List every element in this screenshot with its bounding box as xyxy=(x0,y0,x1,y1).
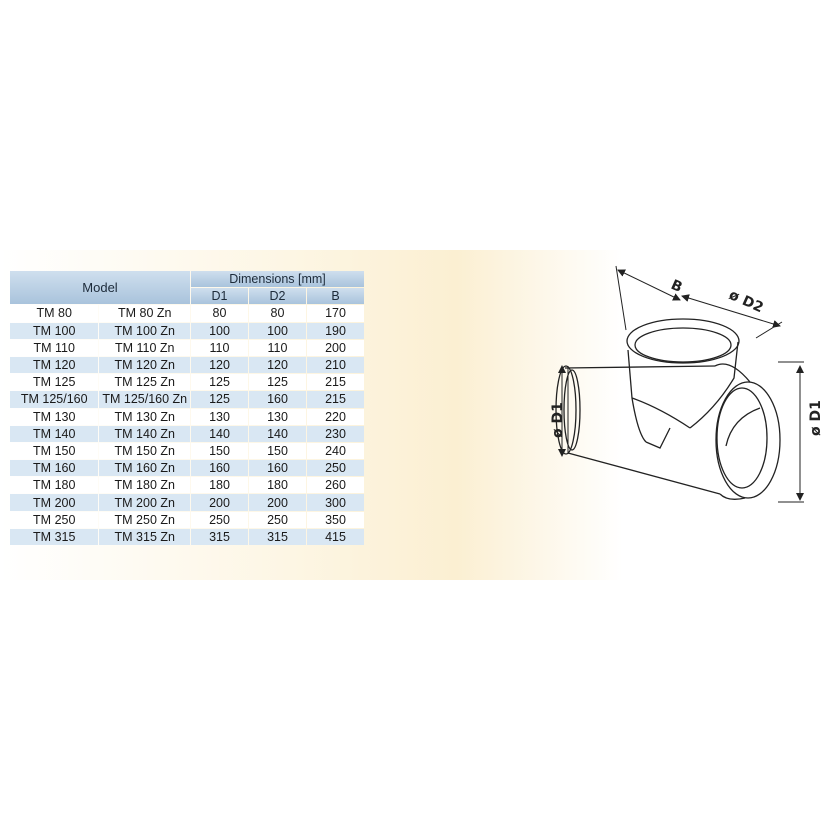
b-cell: 190 xyxy=(307,323,364,339)
d1-cell: 110 xyxy=(191,340,248,356)
d2-cell: 100 xyxy=(249,323,306,339)
model-zn-cell: TM 180 Zn xyxy=(99,477,190,493)
table-row xyxy=(10,340,364,356)
b-cell: 350 xyxy=(307,512,364,528)
b-cell: 215 xyxy=(307,391,364,407)
model-cell: TM 110 xyxy=(10,340,98,356)
model-zn-cell: TM 100 Zn xyxy=(99,323,190,339)
label-d1-left: ø D1 xyxy=(550,402,566,438)
model-zn-cell: TM 80 Zn xyxy=(99,305,190,321)
model-zn-cell: TM 130 Zn xyxy=(99,409,190,425)
model-zn-cell: TM 150 Zn xyxy=(99,443,190,459)
d1-cell: 200 xyxy=(191,494,248,510)
b-cell: 230 xyxy=(307,426,364,442)
tee-fitting-drawing xyxy=(520,258,824,518)
d2-cell: 315 xyxy=(249,529,306,545)
tee-body xyxy=(556,319,780,499)
d1-cell: 160 xyxy=(191,460,248,476)
model-zn-cell: TM 125/160 Zn xyxy=(99,391,190,407)
model-zn-cell: TM 120 Zn xyxy=(99,357,190,373)
d2-cell: 180 xyxy=(249,477,306,493)
d1-cell: 150 xyxy=(191,443,248,459)
model-zn-cell: TM 315 Zn xyxy=(99,529,190,545)
model-cell: TM 180 xyxy=(10,477,98,493)
dimension-lines xyxy=(562,266,804,502)
column-header-b: B xyxy=(307,288,364,304)
model-zn-cell: TM 110 Zn xyxy=(99,340,190,356)
table-row xyxy=(10,305,364,321)
table-row xyxy=(10,529,364,545)
d1-cell: 130 xyxy=(191,409,248,425)
d2-cell: 140 xyxy=(249,426,306,442)
b-cell: 240 xyxy=(307,443,364,459)
model-header: Model xyxy=(10,271,190,304)
table-row xyxy=(10,426,364,442)
d2-cell: 150 xyxy=(249,443,306,459)
model-cell: TM 125/160 xyxy=(10,391,98,407)
d2-cell: 120 xyxy=(249,357,306,373)
model-cell: TM 150 xyxy=(10,443,98,459)
dimensions-header: Dimensions [mm] xyxy=(191,271,364,287)
d2-cell: 80 xyxy=(249,305,306,321)
model-cell: TM 120 xyxy=(10,357,98,373)
d2-cell: 110 xyxy=(249,340,306,356)
d1-cell: 140 xyxy=(191,426,248,442)
model-cell: TM 130 xyxy=(10,409,98,425)
table-row xyxy=(10,323,364,339)
b-cell: 170 xyxy=(307,305,364,321)
b-cell: 250 xyxy=(307,460,364,476)
table-row xyxy=(10,512,364,528)
table-row xyxy=(10,443,364,459)
model-cell: TM 125 xyxy=(10,374,98,390)
d1-cell: 120 xyxy=(191,357,248,373)
table-row xyxy=(10,494,364,510)
table-row xyxy=(10,391,364,407)
d2-cell: 200 xyxy=(249,494,306,510)
d2-cell: 160 xyxy=(249,391,306,407)
d1-cell: 180 xyxy=(191,477,248,493)
model-cell: TM 200 xyxy=(10,494,98,510)
label-d1-right: ø D1 xyxy=(808,400,824,436)
dimensions-table xyxy=(9,270,365,546)
d2-cell: 160 xyxy=(249,460,306,476)
model-cell: TM 160 xyxy=(10,460,98,476)
model-zn-cell: TM 140 Zn xyxy=(99,426,190,442)
model-zn-cell: TM 160 Zn xyxy=(99,460,190,476)
model-cell: TM 100 xyxy=(10,323,98,339)
column-header-d2: D2 xyxy=(249,288,306,304)
b-cell: 215 xyxy=(307,374,364,390)
d1-cell: 125 xyxy=(191,391,248,407)
table-row xyxy=(10,357,364,373)
b-cell: 415 xyxy=(307,529,364,545)
b-cell: 200 xyxy=(307,340,364,356)
d2-cell: 130 xyxy=(249,409,306,425)
table-row xyxy=(10,409,364,425)
d2-cell: 125 xyxy=(249,374,306,390)
label-d2: ø D2 xyxy=(726,287,766,317)
model-cell: TM 140 xyxy=(10,426,98,442)
label-b: B xyxy=(668,277,685,296)
table-row xyxy=(10,374,364,390)
d1-cell: 125 xyxy=(191,374,248,390)
model-zn-cell: TM 200 Zn xyxy=(99,494,190,510)
model-cell: TM 315 xyxy=(10,529,98,545)
table-row xyxy=(10,460,364,476)
column-header-d1: D1 xyxy=(191,288,248,304)
d1-cell: 80 xyxy=(191,305,248,321)
b-cell: 220 xyxy=(307,409,364,425)
model-zn-cell: TM 125 Zn xyxy=(99,374,190,390)
b-cell: 210 xyxy=(307,357,364,373)
b-cell: 300 xyxy=(307,494,364,510)
table-row xyxy=(10,477,364,493)
d1-cell: 315 xyxy=(191,529,248,545)
d1-cell: 100 xyxy=(191,323,248,339)
model-zn-cell: TM 250 Zn xyxy=(99,512,190,528)
b-cell: 260 xyxy=(307,477,364,493)
d1-cell: 250 xyxy=(191,512,248,528)
model-cell: TM 80 xyxy=(10,305,98,321)
model-cell: TM 250 xyxy=(10,512,98,528)
d2-cell: 250 xyxy=(249,512,306,528)
